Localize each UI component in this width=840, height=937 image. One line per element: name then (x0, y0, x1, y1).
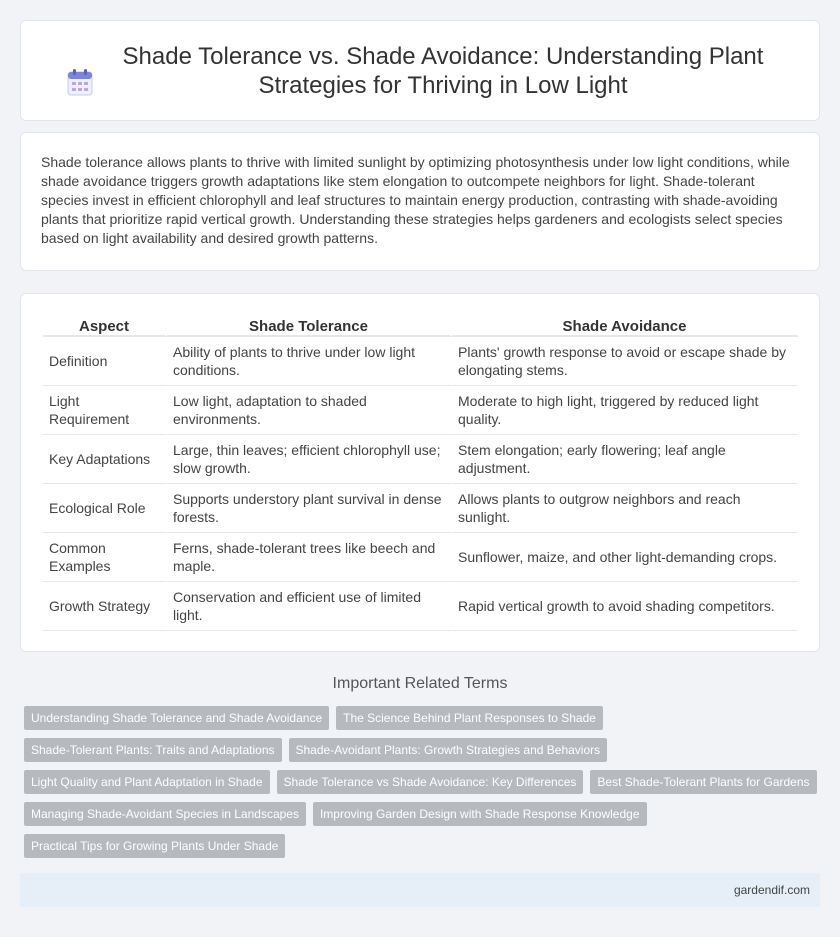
summary-card (20, 132, 820, 271)
table-cell: Sunflower, maize, and other light-demanding crops. (452, 533, 799, 582)
related-term-link[interactable]: The Science Behind Plant Responses to Shade (336, 706, 603, 730)
table-row (43, 435, 799, 484)
table-cell: Supports understory plant survival in dense forests. (167, 484, 452, 533)
page-title: Shade Tolerance vs. Shade Avoidance: Understanding Plant Strategies for Thriving in Low Light (122, 42, 764, 99)
related-term-link[interactable]: Best Shade-Tolerant Plants for Gardens (590, 770, 816, 794)
table-cell: Low light, adaptation to shaded environments. (167, 386, 452, 435)
tag-row (24, 834, 824, 858)
tag-row (24, 738, 824, 762)
tag-row (24, 770, 824, 794)
related-term-link[interactable]: Improving Garden Design with Shade Response Knowledge (313, 802, 647, 826)
related-term-link[interactable]: Managing Shade-Avoidant Species in Landscapes (24, 802, 306, 826)
header-shade-tolerance: Shade Tolerance (167, 313, 452, 337)
related-term-link[interactable]: Shade-Tolerant Plants: Traits and Adaptations (24, 738, 282, 762)
site-name[interactable]: gardendif.com (733, 883, 810, 897)
related-terms-list (24, 706, 824, 866)
comparison-table-card (20, 293, 820, 652)
table-row (43, 337, 799, 386)
footer (20, 873, 820, 907)
title-card (20, 20, 820, 121)
summary-text: Shade tolerance allows plants to thrive with limited sunlight by optimizing photosynthesis under low light conditions, while shade avoidance triggers growth adaptations like stem elongation to outcompete neighbors for light. Shade-tolerant species invest in efficient chlorophyll and leaf structures to maintain energy production, contrasting with shade-avoiding plants that prioritize rapid vertical growth. Understanding these strategies helps gardeners and ecologists select species based on light availability and desired growth patterns. (41, 154, 790, 246)
related-term-link[interactable]: Understanding Shade Tolerance and Shade Avoidance (24, 706, 329, 730)
table-cell: Plants' growth response to avoid or escape shade by elongating stems. (452, 337, 799, 386)
header-shade-avoidance: Shade Avoidance (452, 313, 799, 337)
table-row (43, 533, 799, 582)
table-cell: Ecological Role (43, 484, 167, 533)
table-cell: Rapid vertical growth to avoid shading competitors. (452, 582, 799, 631)
table-cell: Large, thin leaves; efficient chlorophyll use; slow growth. (167, 435, 452, 484)
related-terms-heading: Important Related Terms (332, 675, 508, 692)
table-cell: Stem elongation; early flowering; leaf angle adjustment. (452, 435, 799, 484)
table-row (43, 386, 799, 435)
table-cell: Definition (43, 337, 167, 386)
tag-row (24, 802, 824, 826)
table-cell: Moderate to high light, triggered by reduced light quality. (452, 386, 799, 435)
table-cell: Common Examples (43, 533, 167, 582)
comparison-table (43, 313, 799, 631)
table-cell: Light Requirement (43, 386, 167, 435)
related-term-link[interactable]: Practical Tips for Growing Plants Under Shade (24, 834, 285, 858)
table-cell: Ability of plants to thrive under low light conditions. (167, 337, 452, 386)
tag-row (24, 706, 824, 730)
table-cell: Allows plants to outgrow neighbors and reach sunlight. (452, 484, 799, 533)
related-term-link[interactable]: Light Quality and Plant Adaptation in Shade (24, 770, 270, 794)
table-header-row (43, 313, 799, 337)
table-row (43, 484, 799, 533)
header-aspect: Aspect (43, 313, 167, 337)
table-cell: Growth Strategy (43, 582, 167, 631)
table-row (43, 582, 799, 631)
related-term-link[interactable]: Shade-Avoidant Plants: Growth Strategies and Behaviors (289, 738, 608, 762)
table-cell: Key Adaptations (43, 435, 167, 484)
table-cell: Conservation and efficient use of limited light. (167, 582, 452, 631)
related-term-link[interactable]: Shade Tolerance vs Shade Avoidance: Key Differences (277, 770, 584, 794)
calendar-icon (67, 68, 93, 96)
table-cell: Ferns, shade-tolerant trees like beech and maple. (167, 533, 452, 582)
